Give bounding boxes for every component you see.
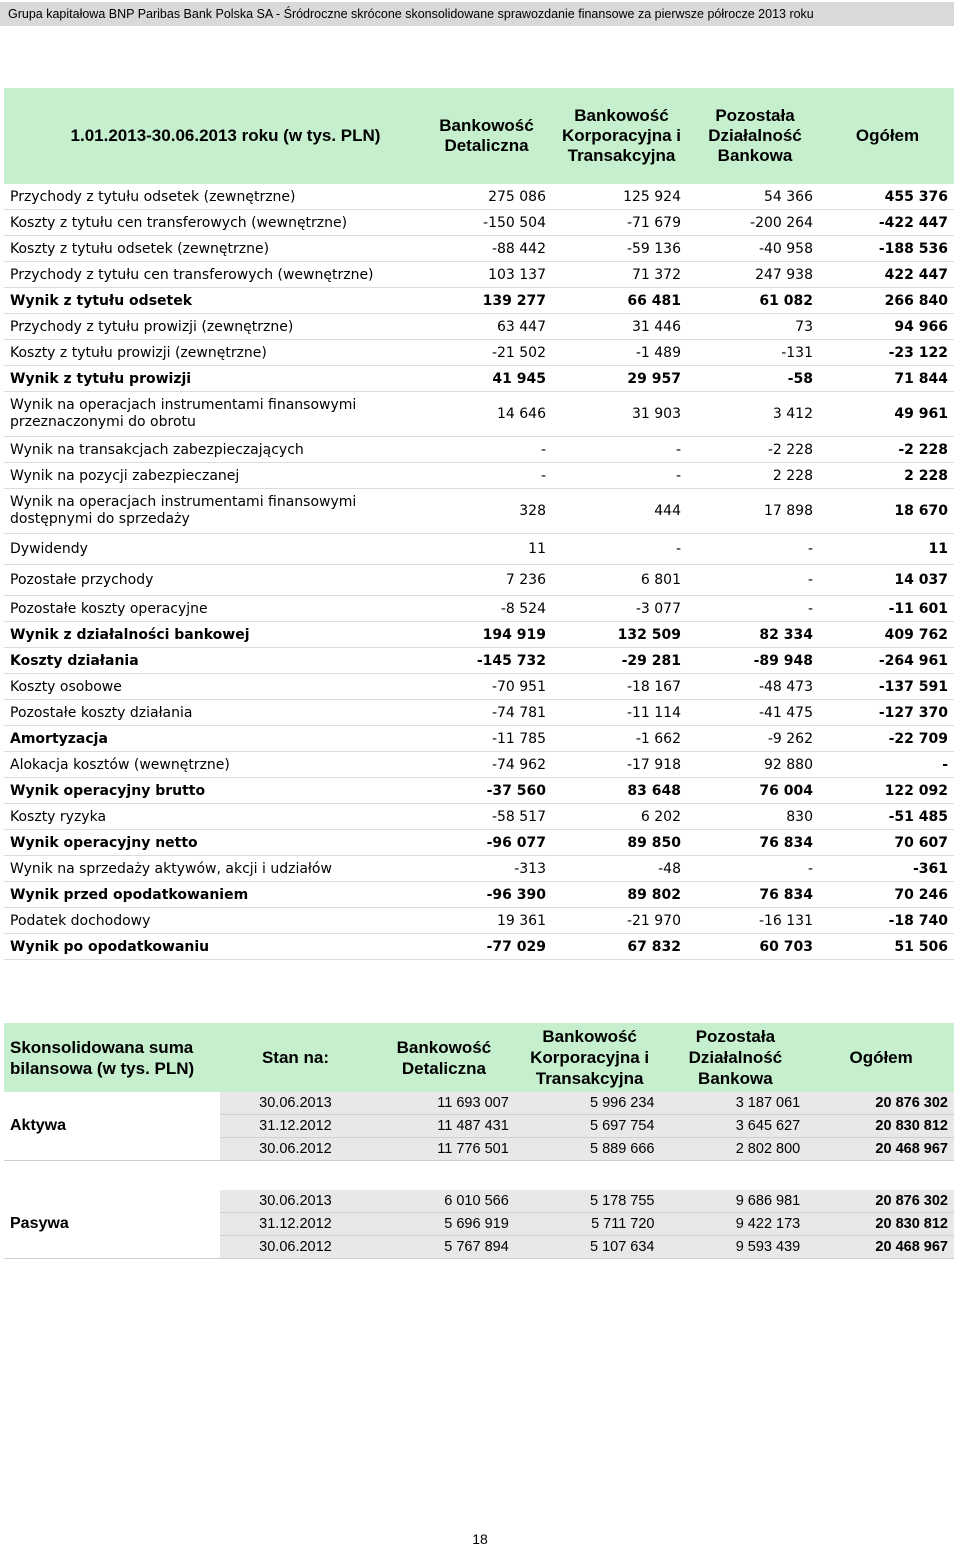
retail-value: -74 962 [419,752,554,778]
other-value: 61 082 [689,288,821,314]
retail-value: 14 646 [419,392,554,437]
retail-value: 5 767 894 [371,1236,517,1259]
table-row [4,648,954,674]
as-of-date: 31.12.2012 [220,1115,371,1138]
balance-sum-header: Skonsolidowana suma bilansowa (w tys. PLN) [4,1023,220,1092]
total-value: 20 468 967 [808,1236,954,1259]
table-row [4,565,954,596]
other-value: 54 366 [689,184,821,210]
retail-value: -77 029 [419,934,554,960]
other-value: 2 228 [689,463,821,489]
as-of-date: 30.06.2013 [220,1190,371,1213]
row-label: Wynik na transakcjach zabezpieczających [4,437,419,463]
other-value: 9 686 981 [663,1190,809,1213]
table-row [4,392,954,437]
corporate-value: 66 481 [554,288,689,314]
total-value: 71 844 [821,366,954,392]
document-header-title: Grupa kapitałowa BNP Paribas Bank Polska SA - Śródroczne skrócone skonsolidowane sprawozdanie finansowe za pierwsze półrocze 2013 roku [8,7,814,21]
table-row [4,288,954,314]
corporate-value: -1 662 [554,726,689,752]
total-value: 266 840 [821,288,954,314]
corporate-value: -48 [554,856,689,882]
row-label: Koszty z tytułu odsetek (zewnętrzne) [4,236,419,262]
total-value: -18 740 [821,908,954,934]
other-value: 9 593 439 [663,1236,809,1259]
row-label: Amortyzacja [4,726,419,752]
table-row [4,700,954,726]
as-of-header: Stan na: [220,1023,371,1092]
corporate-value: -11 114 [554,700,689,726]
corporate-value: 132 509 [554,622,689,648]
retail-value: -150 504 [419,210,554,236]
total-value: -422 447 [821,210,954,236]
corporate-value: 89 802 [554,882,689,908]
total-value: 20 876 302 [808,1092,954,1115]
period-header: 1.01.2013-30.06.2013 roku (w tys. PLN) [4,88,419,184]
other-value: -2 228 [689,437,821,463]
retail-value: 11 693 007 [371,1092,517,1115]
retail-value: 103 137 [419,262,554,288]
corporate-value: 5 107 634 [517,1236,663,1259]
segment-income-body [4,184,954,960]
other-value: 76 834 [689,882,821,908]
table-row [4,314,954,340]
total-value: -11 601 [821,596,954,622]
row-label: Koszty z tytułu prowizji (zewnętrzne) [4,340,419,366]
total-value: -23 122 [821,340,954,366]
retail-value: -96 390 [419,882,554,908]
total-value: 94 966 [821,314,954,340]
corporate-value: -59 136 [554,236,689,262]
retail-value: 11 487 431 [371,1115,517,1138]
total-header: Ogółem [821,88,954,184]
retail-value: -11 785 [419,726,554,752]
as-of-date: 30.06.2012 [220,1138,371,1161]
corporate-value: -18 167 [554,674,689,700]
retail-banking-header: Bankowość Detaliczna [371,1023,517,1092]
corporate-value: 67 832 [554,934,689,960]
as-of-date: 31.12.2012 [220,1213,371,1236]
balance-assets-table [4,1023,954,1161]
other-value: -41 475 [689,700,821,726]
assets-label: Aktywa [4,1092,220,1161]
retail-value: -70 951 [419,674,554,700]
corporate-value: 31 446 [554,314,689,340]
retail-value: -58 517 [419,804,554,830]
other-value: - [689,534,821,565]
row-label: Pozostałe koszty działania [4,700,419,726]
table-row [4,726,954,752]
other-value: 247 938 [689,262,821,288]
retail-value: 63 447 [419,314,554,340]
corporate-value: 29 957 [554,366,689,392]
total-value: -264 961 [821,648,954,674]
table-row [4,882,954,908]
retail-value: 328 [419,489,554,534]
table-row [4,340,954,366]
corporate-value: 6 202 [554,804,689,830]
table-row [4,1190,954,1213]
total-value: 18 670 [821,489,954,534]
total-value: 70 607 [821,830,954,856]
retail-value: - [419,463,554,489]
segment-income-table [4,88,954,960]
total-value: -361 [821,856,954,882]
table-row [4,778,954,804]
total-value: 20 830 812 [808,1115,954,1138]
other-value: 17 898 [689,489,821,534]
table-row [4,674,954,700]
row-label: Koszty z tytułu cen transferowych (wewnętrzne) [4,210,419,236]
corporate-value: 6 801 [554,565,689,596]
table-row [4,534,954,565]
retail-value: 7 236 [419,565,554,596]
total-header: Ogółem [808,1023,954,1092]
corporate-banking-header: Bankowość Korporacyjna i Transakcyjna [517,1023,663,1092]
other-value: -200 264 [689,210,821,236]
other-value: -58 [689,366,821,392]
other-value: -16 131 [689,908,821,934]
retail-value: 6 010 566 [371,1190,517,1213]
retail-value: -74 781 [419,700,554,726]
retail-value: -8 524 [419,596,554,622]
row-label: Podatek dochodowy [4,908,419,934]
row-label: Koszty osobowe [4,674,419,700]
other-value: - [689,565,821,596]
corporate-value: -1 489 [554,340,689,366]
retail-value: 11 776 501 [371,1138,517,1161]
total-value: 49 961 [821,392,954,437]
other-value: -48 473 [689,674,821,700]
table-row [4,752,954,778]
row-label: Wynik operacyjny brutto [4,778,419,804]
as-of-date: 30.06.2013 [220,1092,371,1115]
table-row [4,437,954,463]
retail-value: -88 442 [419,236,554,262]
other-value: 3 187 061 [663,1092,809,1115]
table-row [4,856,954,882]
row-label: Alokacja kosztów (wewnętrzne) [4,752,419,778]
retail-value: -313 [419,856,554,882]
table-row [4,596,954,622]
row-label: Wynik na pozycji zabezpieczanej [4,463,419,489]
table-row [4,622,954,648]
retail-value: -96 077 [419,830,554,856]
row-label: Dywidendy [4,534,419,565]
balance-header-row [4,1023,954,1092]
liabilities-body [4,1190,954,1259]
table-row [4,804,954,830]
row-label: Wynik po opodatkowaniu [4,934,419,960]
total-value: 14 037 [821,565,954,596]
segment-income-header-row [4,88,954,184]
corporate-value: - [554,534,689,565]
total-value: 455 376 [821,184,954,210]
other-value: 2 802 800 [663,1138,809,1161]
total-value: -51 485 [821,804,954,830]
total-value: 20 468 967 [808,1138,954,1161]
retail-value: -145 732 [419,648,554,674]
total-value: 20 876 302 [808,1190,954,1213]
row-label: Wynik na operacjach instrumentami finansowymi przeznaczonymi do obrotu [4,392,419,437]
other-value: 60 703 [689,934,821,960]
row-label: Wynik na operacjach instrumentami finansowymi dostępnymi do sprzedaży [4,489,419,534]
retail-value: 139 277 [419,288,554,314]
table-row [4,210,954,236]
retail-value: 41 945 [419,366,554,392]
row-label: Wynik na sprzedaży aktywów, akcji i udziałów [4,856,419,882]
row-label: Pozostałe koszty operacyjne [4,596,419,622]
table-row [4,463,954,489]
corporate-value: 5 889 666 [517,1138,663,1161]
other-value: 9 422 173 [663,1213,809,1236]
corporate-value: 5 697 754 [517,1115,663,1138]
retail-value: -21 502 [419,340,554,366]
total-value: - [821,752,954,778]
retail-value: -37 560 [419,778,554,804]
table-row [4,830,954,856]
table-row [4,262,954,288]
other-value: 76 834 [689,830,821,856]
corporate-value: 89 850 [554,830,689,856]
other-value: 830 [689,804,821,830]
other-value: 82 334 [689,622,821,648]
other-banking-header: Pozostała Działalność Bankowa [689,88,821,184]
other-value: 3 412 [689,392,821,437]
total-value: 122 092 [821,778,954,804]
as-of-date: 30.06.2012 [220,1236,371,1259]
retail-value: 5 696 919 [371,1213,517,1236]
other-value: 73 [689,314,821,340]
row-label: Koszty ryzyka [4,804,419,830]
total-value: 70 246 [821,882,954,908]
row-label: Wynik operacyjny netto [4,830,419,856]
corporate-value: 31 903 [554,392,689,437]
page-number: 18 [472,1531,488,1547]
row-label: Wynik z tytułu prowizji [4,366,419,392]
corporate-value: -71 679 [554,210,689,236]
corporate-value: -17 918 [554,752,689,778]
table-row [4,934,954,960]
corporate-value: 444 [554,489,689,534]
balance-liabilities-table [4,1190,954,1259]
row-label: Przychody z tytułu cen transferowych (wewnętrzne) [4,262,419,288]
liabilities-label: Pasywa [4,1190,220,1259]
corporate-value: -29 281 [554,648,689,674]
retail-value: 275 086 [419,184,554,210]
other-banking-header: Pozostała Działalność Bankowa [663,1023,809,1092]
total-value: -22 709 [821,726,954,752]
assets-body [4,1092,954,1161]
corporate-value: - [554,437,689,463]
corporate-value: -21 970 [554,908,689,934]
corporate-value: 83 648 [554,778,689,804]
corporate-value: 71 372 [554,262,689,288]
row-label: Przychody z tytułu prowizji (zewnętrzne) [4,314,419,340]
retail-banking-header: Bankowość Detaliczna [419,88,554,184]
row-label: Wynik z działalności bankowej [4,622,419,648]
corporate-value: 125 924 [554,184,689,210]
other-value: 76 004 [689,778,821,804]
corporate-value: 5 711 720 [517,1213,663,1236]
total-value: 51 506 [821,934,954,960]
retail-value: 194 919 [419,622,554,648]
row-label: Koszty działania [4,648,419,674]
document-header [0,2,954,26]
total-value: 20 830 812 [808,1213,954,1236]
other-value: 3 645 627 [663,1115,809,1138]
total-value: -188 536 [821,236,954,262]
corporate-value: 5 996 234 [517,1092,663,1115]
total-value: -137 591 [821,674,954,700]
retail-value: 19 361 [419,908,554,934]
total-value: 11 [821,534,954,565]
row-label: Wynik przed opodatkowaniem [4,882,419,908]
other-value: - [689,856,821,882]
corporate-value: - [554,463,689,489]
table-row [4,1092,954,1115]
table-row [4,489,954,534]
total-value: -2 228 [821,437,954,463]
total-value: 2 228 [821,463,954,489]
table-row [4,908,954,934]
other-value: -89 948 [689,648,821,674]
corporate-value: -3 077 [554,596,689,622]
other-value: - [689,596,821,622]
table-row [4,236,954,262]
corporate-value: 5 178 755 [517,1190,663,1213]
row-label: Pozostałe przychody [4,565,419,596]
other-value: 92 880 [689,752,821,778]
other-value: -9 262 [689,726,821,752]
retail-value: 11 [419,534,554,565]
retail-value: - [419,437,554,463]
table-row [4,366,954,392]
total-value: -127 370 [821,700,954,726]
corporate-banking-header: Bankowość Korporacyjna i Transakcyjna [554,88,689,184]
total-value: 422 447 [821,262,954,288]
other-value: -131 [689,340,821,366]
other-value: -40 958 [689,236,821,262]
row-label: Wynik z tytułu odsetek [4,288,419,314]
row-label: Przychody z tytułu odsetek (zewnętrzne) [4,184,419,210]
table-row [4,184,954,210]
total-value: 409 762 [821,622,954,648]
